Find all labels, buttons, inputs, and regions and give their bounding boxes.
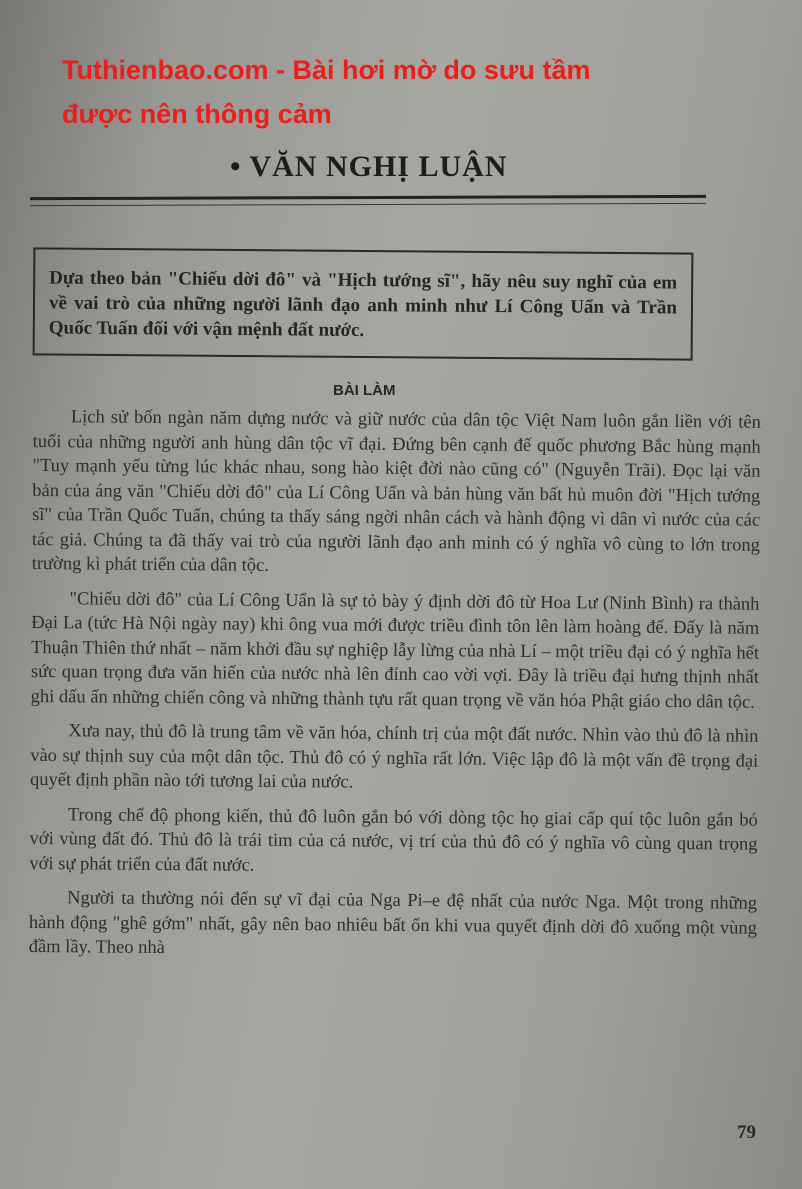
essay-body <box>29 405 761 975</box>
title-divider-thin <box>30 203 706 206</box>
paragraph: "Chiếu dời đô" của Lí Công Uẩn là sự tỏ bày ý định dời đô từ Hoa Lư (Ninh Bình) ra thành Đại La (tức Hà Nội ngày nay) khi ông vua mới được triều đình tôn lên làm hoàng đế. Đấy là năm Thuận Thiên thứ nhất – năm khởi đầu sự nghiệp lẫy lừng của nhà Lí – một triều đại có ý nghĩa hết sức quan trọng đưa văn hiến của nước nhà lên đỉnh cao vời vợi. Đây là triều đại hưng thịnh nhất ghi dấu ấn những chiến công và những thành tựu rất quan trọng về văn hóa Phật giáo cho dân tộc. <box>30 588 760 713</box>
section-title: • VĂN NGHỊ LUẬN <box>230 150 508 183</box>
title-divider <box>30 195 706 200</box>
paragraph: Xưa nay, thủ đô là trung tâm về văn hóa, chính trị của một đất nước. Nhìn vào thủ đô là nhìn vào sự thịnh suy của một dân tộc. Thủ đô có ý nghĩa rất lớn. Việc lập đô là một vấn đề trọng đại quyết định phần nào tới tương lai của nước. <box>29 721 759 793</box>
watermark <box>62 48 762 136</box>
watermark-line-1: Tuthienbao.com - Bài hơi mờ do sưu tầm <box>62 55 591 85</box>
answer-heading: BÀI LÀM <box>333 382 396 399</box>
page-number: 79 <box>737 1122 756 1143</box>
watermark-line-2: được nên thông cảm <box>62 99 332 129</box>
paragraph: Trong chế độ phong kiến, thủ đô luôn gắn bó với dòng tộc họ giai cấp quí tộc luôn gắn bó với vùng đất đó. Thủ đô là trái tim của cả nước, vị trí của thủ đô có ý nghĩa vô cùng quan trọng với sự phát triển của đất nước. <box>29 804 758 876</box>
prompt-box <box>33 247 694 360</box>
paragraph: Lịch sử bốn ngàn năm dựng nước và giữ nước của dân tộc Việt Nam luôn gắn liền với tên tuổi của những người anh hùng dân tộc vĩ đại. Đứng bên cạnh đế quốc phương Bắc hùng mạnh "Tuy mạnh yếu từng lúc khác nhau, song hào kiệt đời nào cũng có" (Nguyễn Trãi). Đọc lại văn bản của áng văn "Chiếu dời đô" của Lí Công Uẩn và bản hùng văn bất hủ muôn đời "Hịch tướng sĩ" của Trần Quốc Tuấn, chúng ta thấy sáng ngời nhân cách và hành động vì dân vì nước của các tác giả. Chúng ta đã thấy vai trò của người lãnh đạo anh minh có ý nghĩa vô cùng to lớn trong trường kì phát triển của dân tộc. <box>31 407 761 576</box>
paragraph: Người ta thường nói đến sự vĩ đại của Nga Pi–e đệ nhất của nước Nga. Một trong những hành động "ghê gớm" nhất, gây nên bao nhiêu bất ổn khi vua quyết định dời đô xuống một vùng đầm lầy. Theo nhà <box>28 888 758 959</box>
prompt-text: Dựa theo bản "Chiếu dời đô" và "Hịch tướng sĩ", hãy nêu suy nghĩ của em về vai trò của những người lãnh đạo anh minh như Lí Công Uẩn và Trần Quốc Tuấn đối với vận mệnh đất nước. <box>48 267 678 342</box>
